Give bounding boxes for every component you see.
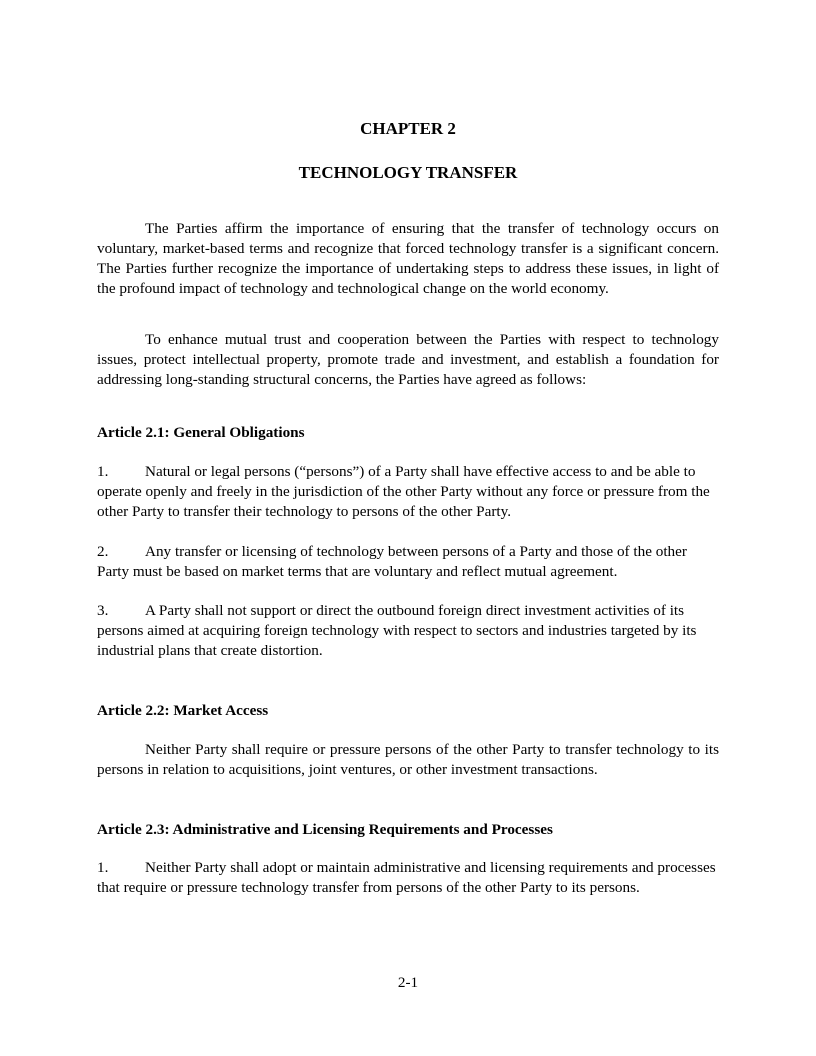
article-2-1-item-1: [97, 462, 719, 522]
item-text: Any transfer or licensing of technology between persons of a Party and those of the other Party must be based on market terms that are voluntary and reflect mutual agreement.: [97, 543, 687, 580]
article-2-1-heading: Article 2.1: General Obligations: [97, 424, 305, 441]
item-text: A Party shall not support or direct the outbound foreign direct investment activities of its persons aimed at acquiring foreign technology with respect to sectors and industries targeted by its industrial plans that create distortion.: [97, 602, 697, 659]
item-number: 3.: [97, 602, 109, 619]
item-number: 1.: [97, 859, 109, 876]
item-text: Natural or legal persons (“persons”) of a Party shall have effective access to and be able to operate openly and freely in the jurisdiction of the other Party without any force or pressure from the other Party to transfer their technology to persons of the other Party.: [97, 463, 710, 520]
chapter-heading: CHAPTER 2: [360, 119, 456, 138]
article-2-1-item-2: [97, 542, 719, 582]
article-2-3-heading: Article 2.3: Administrative and Licensing Requirements and Processes: [97, 821, 553, 838]
page-number: 2-1: [397, 974, 419, 991]
preamble-paragraph-1: The Parties affirm the importance of ensuring that the transfer of technology occurs on voluntary, market-based terms and recognize that forced technology transfer is a significant concern. The Parties further recognize the importance of undertaking steps to address these issues, in light of the profound impact of technology and technological change on the world economy.: [97, 220, 719, 297]
chapter-title: TECHNOLOGY TRANSFER: [298, 163, 518, 182]
preamble-paragraph-2: To enhance mutual trust and cooperation between the Parties with respect to technology issues, protect intellectual property, promote trade and investment, and establish a foundation for addressing long-standing structural concerns, the Parties have agreed as follows:: [97, 331, 719, 388]
article-2-2-paragraph: Neither Party shall require or pressure persons of the other Party to transfer technology to its persons in relation to acquisitions, joint ventures, or other investment transactions.: [97, 741, 719, 778]
item-text: Neither Party shall adopt or maintain administrative and licensing requirements and processes that require or pressure technology transfer from persons of the other Party to its persons.: [97, 859, 716, 896]
article-2-3-item-1: [97, 858, 719, 898]
article-2-2-heading: Article 2.2: Market Access: [97, 702, 269, 719]
article-2-1-item-3: [97, 601, 719, 661]
item-number: 2.: [97, 543, 109, 560]
item-number: 1.: [97, 463, 109, 480]
